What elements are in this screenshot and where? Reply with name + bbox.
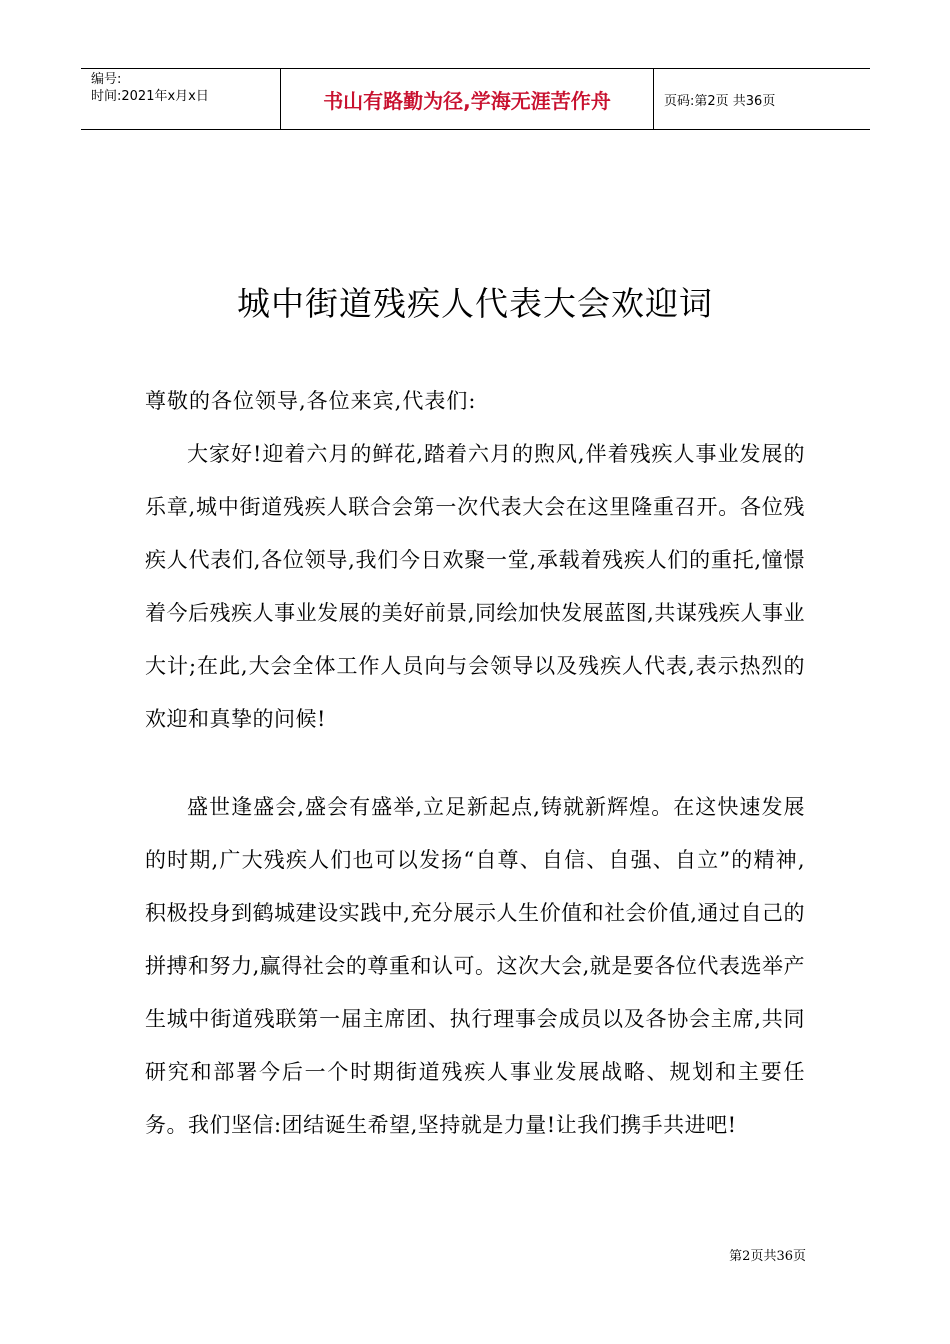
time-label: 时间:2021年x月x日 [91, 89, 209, 104]
footer-page-number: 第2页共36页 [729, 1249, 806, 1264]
paragraph-1: 大家好!迎着六月的鲜花,踏着六月的煦风,伴着残疾人事业发展的乐章,城中街道残疾人联合会第一次代表大会在这里隆重召开。各位残疾人代表们,各位领导,我们今日欢聚一堂,承载着残疾人们的重托,憧憬着今后残疾人事业发展的美好前景,同绘加快发展蓝图,共谋残疾人事业大计;在此,大会全体工作人员向与会领导以及残疾人代表,表示热烈的欢迎和真挚的问候! [145, 442, 805, 731]
header-motto: 书山有路勤为径,学海无涯苦作舟 [281, 69, 654, 129]
header-meta [81, 69, 281, 129]
header-page-info: 页码:第2页 共36页 [664, 93, 776, 109]
salutation: 尊敬的各位领导,各位来宾,代表们: [145, 389, 477, 413]
number-label: 编号: [91, 72, 122, 87]
paragraph-2: 盛世逢盛会,盛会有盛举,立足新起点,铸就新辉煌。在这快速发展的时期,广大残疾人们也可以发扬“自尊、自信、自强、自立”的精神,积极投身到鹤城建设实践中,充分展示人生价值和社会价值,通过自己的拼搏和努力,赢得社会的尊重和认可。这次大会,就是要各位代表选举产生城中街道残联第一届主席团、执行理事会成员以及各协会主席,共同研究和部署今后一个时期街道残疾人事业发展战略、规划和主要任务。我们坚信:团结诞生希望,坚持就是力量!让我们携手共进吧! [145, 795, 805, 1137]
page-header [81, 68, 870, 130]
document-title: 城中街道残疾人代表大会欢迎词 [237, 284, 713, 323]
